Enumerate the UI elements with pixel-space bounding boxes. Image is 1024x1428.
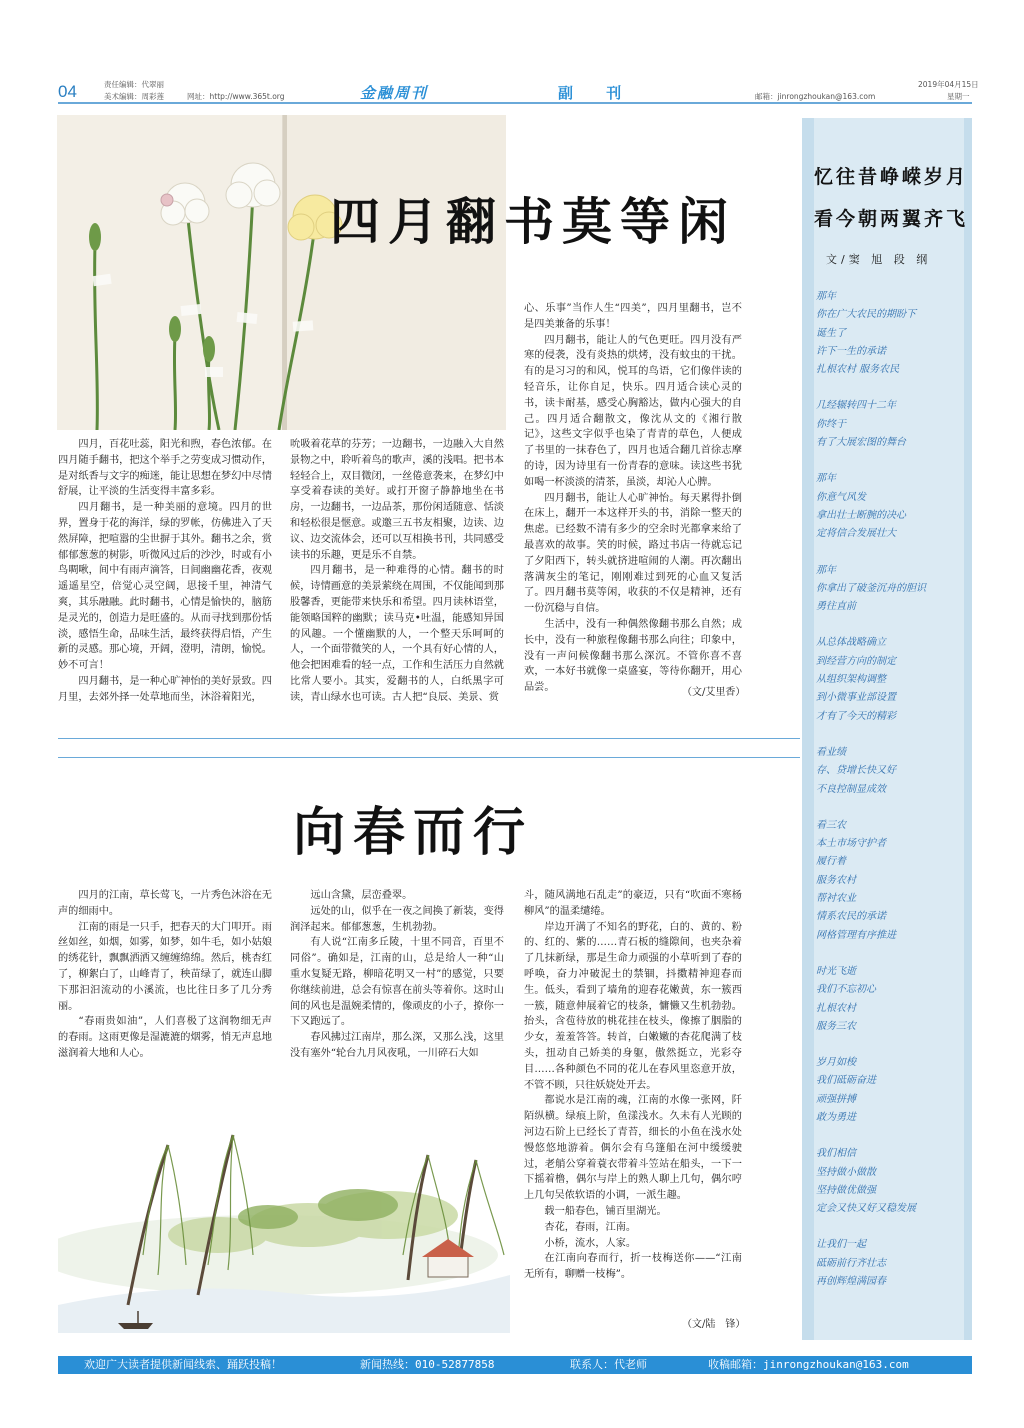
article2-column-2: [290, 888, 504, 1062]
poem-stanza: [816, 963, 966, 1036]
section-divider-bottom: [58, 757, 800, 758]
poem-line: 服务三农: [816, 1020, 856, 1032]
poem-stanza: [816, 397, 966, 452]
poem-line: 服务农村: [816, 874, 856, 886]
poem-line: 本土市场守护者: [816, 838, 886, 850]
poem-line: 到经营方向的制定: [816, 655, 896, 667]
paragraph: 四月翻书，能让人的气色更旺。四月没有严寒的侵袭，没有炎热的烘烤，没有蚊虫的干扰。有的是习习的和风，悦耳的鸟语，它们像伴读的轻音乐，让你自足，快乐。四月适合读心灵的书，读卡耐基，感受心胸豁达，做内心强大的自己。四月适合翻散文，像沈从文的《湘行散记》，这些文字似乎也染了青青的草色，人便成了书里的一抹春色了，四月也适合翻几首徐志摩的诗，因为诗里有一份青春的意味。读这些书犹如喝一杯淡淡的清茶，虽淡，却沁人心脾。: [524, 334, 742, 488]
poem-line: 岁月如梭: [816, 1057, 856, 1069]
header-date: 2019年04月15日: [918, 80, 979, 89]
poem-line: 帮衬农业: [816, 893, 856, 905]
article2-byline: （文/陆 锋）: [682, 1319, 746, 1330]
poem-line: 时光飞逝: [816, 965, 856, 977]
paragraph: 江南的雨是一只手，把春天的大门叩开。雨丝如丝，如烟，如雾，如梦，如牛毛，如小姑娘的绣花针，飘飘洒洒又缠缠绵绵。然后，桃杏红了，柳絮白了，山峰青了，秧苗绿了，就连山脚下那汩汩流动的小溪流，也比往日多了几分秀丽。: [58, 921, 272, 1012]
poem-body: [816, 288, 966, 1309]
poem-stanza: [816, 744, 966, 799]
paragraph: 岸边开满了不知名的野花，白的、黄的、粉的、红的、紫的……青石板的缝隙间，也夹杂着了几抹新绿，那是生命力顽强的小草听到了春的呼唤，奋力冲破泥土的禁锢，抖擞精神迎春而生。低头，看到了墙角的迎春花嫩黄，东一簇西一簇，随意伸展着它的枝条，慵懒又生机勃勃。抬头，含苞待放的桃花挂在枝头，像擦了胭脂的少女，羞羞答答。转首，白嫩嫩的杏花爬满了枝头，扭动自己娇美的身躯，傲然挺立，光彩夺目……各种颜色不同的花儿在春风里恣意开放，不管不顾，只往妖娆处开去。: [524, 921, 742, 1091]
poem-line: 勇往直前: [816, 601, 856, 613]
poem-line: 许下一生的承诺: [816, 345, 886, 357]
poem-line: 那年: [816, 564, 836, 576]
paragraph: 有人说“江南多丘陵，十里不同音，百里不同俗”。确如是，江南的山，总是给人一种“山重水复疑无路，柳暗花明又一村”的感觉，只要你继续前进，总会有惊喜在前头等着你。这时山间的风也是温婉柔情的，像顽皮的小子，撩你一下又跑远了。: [290, 937, 504, 1028]
poem-line: 我们相信: [816, 1148, 856, 1160]
poem-line: 才有了今天的精彩: [816, 710, 896, 722]
footer-hotline: 新闻热线：010-52877858: [360, 1358, 495, 1371]
article1-column-3: [524, 301, 742, 696]
article1-column-2: [290, 437, 504, 706]
poem-line: 我们砥砺奋进: [816, 1075, 876, 1087]
poem-line: 诞生了: [816, 327, 846, 339]
poem-line: 顽强拼搏: [816, 1093, 856, 1105]
paragraph: “春雨贵如油”，人们喜极了这润物细无声的春雨。这雨更像是湿漉漉的烟雾，悄无声息地滋润着大地和人心。: [58, 1016, 272, 1059]
poem-line: 几经辗转四十二年: [816, 400, 896, 412]
poem-line: 再创辉煌满园春: [816, 1276, 886, 1288]
paragraph: 远山含黛，层峦叠翠。: [310, 890, 413, 901]
paragraph: 载一船春色，铺百里湖光。: [544, 1205, 667, 1217]
website: 网址：http://www.365t.org: [187, 92, 285, 101]
poem-line: 到小微事业部设置: [816, 692, 896, 704]
poem-line: 网格管理有序推进: [816, 929, 896, 941]
poem-line: 砥砺前行齐壮志: [816, 1257, 886, 1269]
poem-line: 不良控制显成效: [816, 783, 886, 795]
poem-line: 从总体战略确立: [816, 637, 886, 649]
poem-line: 让我们一起: [816, 1239, 866, 1251]
poem-line: 履行着: [816, 856, 846, 868]
poem-line: 你意气风发: [816, 491, 866, 503]
article2-column-3: [524, 888, 742, 1283]
article2-title: 向春而行: [293, 803, 534, 863]
poem-line: 有了大展宏图的舞台: [816, 437, 906, 449]
poem-line: 定会又快又好又稳发展: [816, 1203, 916, 1215]
paragraph: 四月翻书，是一种心旷神怡的美好景致。四月里，去郊外择一处草地而坐，沐浴着阳光，: [58, 675, 272, 703]
section-divider-top: [58, 738, 800, 739]
poem-stanza: [816, 288, 966, 379]
poem-line: 看三农: [816, 819, 846, 831]
paragraph: 心、乐事”当作人生“四美”，四月里翻书，岂不是四美兼备的乐事！: [524, 303, 742, 330]
paragraph: 都说水是江南的魂，江南的水像一张网，阡陌纵横。绿痕上阶，鱼漾浅水。久未有人光顾的河边石阶上已经长了青苔，细长的小鱼在浅水处慢悠悠地游着。偶尔会有乌篷船在河中缓缓驶过，老艄公穿着蓑衣带着斗笠站在船头，一下一下摇着橹，偶尔与岸上的熟人聊上几句，偶尔哼上几句吴侬软语的小调，一派生趣。: [524, 1095, 742, 1202]
poem-line: 敢为勇进: [816, 1111, 856, 1123]
poem-stanza: [816, 562, 966, 617]
header-weekday: 星期一: [947, 92, 970, 101]
footer-slogan: 欢迎广大读者提供新闻线索、踊跃投稿！: [84, 1358, 282, 1371]
paragraph: 斗，随风满地石乱走”的豪迈，只有“吹面不寒杨柳风”的温柔缱绻。: [524, 890, 742, 917]
poem-line: 坚持做小做散: [816, 1166, 876, 1178]
paragraph: 在江南向春而行，折一枝梅送你——“江南无所有，聊赠一枝梅”。: [524, 1253, 742, 1281]
poem-title-line2: 看今朝两翼齐飞: [814, 208, 969, 230]
poem-line: 你在广大农民的期盼下: [816, 309, 916, 321]
footer-contact: 联系人：代老师: [570, 1358, 647, 1371]
poem-line: 情系农民的承诺: [816, 911, 886, 923]
poem-line: 扎根农村: [816, 1002, 856, 1014]
poem-stanza: [816, 470, 966, 543]
section-name: 副 刊: [558, 84, 636, 102]
editor-line: 责任编辑：代翠丽: [104, 80, 164, 89]
paragraph: 远处的山，似乎在一夜之间换了新装，变得润泽起来。郁郁葱葱，生机勃勃。: [290, 905, 504, 933]
paragraph: 小桥，流水，人家。: [544, 1237, 637, 1249]
poem-line: 你拿出了破釜沉舟的胆识: [816, 582, 926, 594]
poem-line: 坚持做优做强: [816, 1184, 876, 1196]
paragraph: 四月翻书，是一种美丽的意境。四月的世界，置身于花的海洋，绿的罗帐，仿佛进入了天然屏障，把喧嚣的尘世摒于其外。翻书之余，赏郁郁葱葱的树影，听微风过后的沙沙，时或有小鸟啁啾，间中有雨声滴答，日间幽幽花香，夜观遥遥星空，倍觉心灵空阔，思接千里，神清气爽，其乐融融。此时翻书，心情是愉快的，脑筋是灵光的，创造力是旺盛的。从而寻找到那份恬淡，感悟生命，品味生活，最终获得启悟，产生新的灵感。那心境，开阔，澄明，清朗，愉悦。妙不可言！: [58, 502, 272, 672]
paragraph: 杏花，春雨，江南。: [544, 1221, 637, 1233]
poem-stanza: [816, 1236, 966, 1291]
poem-line: 看业绩: [816, 746, 846, 758]
poem-stanza: [816, 1054, 966, 1127]
poem-line: 扎根农村 服务农民: [816, 364, 900, 376]
paragraph: 四月，百花吐蕊，阳光和煦，春色浓郁。在四月随手翻书，把这个举手之劳变成习惯动作，是对纸香与文字的痴迷，能让思想在梦幻中尽情舒展，让平淡的生活变得丰富多彩。: [58, 439, 272, 498]
poem-line: 拿出壮士断腕的决心: [816, 509, 906, 521]
paragraph: 四月翻书，能让人心旷神怡。每天累得扑倒在床上，翻开一本这样开头的书，消除一整天的焦虑。已经数不清有多少的空余时光都拿来给了最喜欢的故事。笑的时候，路过书店一待就忘记了夕阳西下，转头就挤进喧闹的人潮。再次翻出落满灰尘的笔记，刚刚难过到死的心血又复活了。四月翻书莫等闲，收获的不仅是精神，还有一份沉稳与自信。: [524, 492, 742, 615]
article1-byline: （文/艾里香）: [682, 687, 746, 698]
poem-line: 从组织架构调整: [816, 674, 886, 686]
page-number: 04: [58, 82, 77, 101]
paper-name: 金融周刊: [360, 84, 429, 102]
poem-line: 我们不忘初心: [816, 984, 876, 996]
article1-title: 四月翻书莫等闲: [330, 193, 736, 251]
poem-stanza: [816, 817, 966, 945]
footer-bar: [58, 1356, 972, 1374]
poem-line: 那年: [816, 473, 836, 485]
carnation-flowers-graphic: [57, 115, 506, 430]
article1-column-1: [58, 437, 272, 706]
paragraph: 春风拂过江南岸，那么深，又那么浅，这里没有塞外“轮台九月风夜吼，一川碎石大如: [290, 1032, 504, 1059]
poem-title-line1: 忆往昔峥嵘岁月: [814, 166, 969, 188]
paragraph: 生活中，没有一种偶然像翻书那么自然；成长中，没有一种旅程像翻书那么向往；印象中，没有一声问候像翻书那么深沉。不管你喜不喜欢，一本好书就像一桌盛宴，等待你翻开，用心品尝。: [524, 618, 742, 694]
paragraph: 四月翻书，是一种难得的心情。翻书的时候，诗情画意的美景萦绕在周围，不仅能闻到那股馨香，更能带来快乐和希望。四月读林语堂，能领略国粹的幽默；读马克•吐温，能感知异国的风趣。一个懂幽默的人，一个整天乐呵呵的人，一个面带微笑的人，一个具有好心情的人，他会把困难看的轻一点，工作和生活压力自然就比常人要小。其实，爱翻书的人，白纸黑字可读，青山绿水也可读。古人把“良辰、美景、赏: [290, 565, 504, 703]
paragraph: 吮吸着花草的芬芳；一边翻书，一边融入大自然景物之中，聆听着鸟的歌声，溪的浅唱。把书本轻轻合上，双目微闭，一丝倦意袭来，在梦幻中享受着春读的美好。或打开窗子静静地坐在书房，一边翻书，一边品茶，那份闲适随意、恬淡和轻松很是惬意。或邀三五书友相聚，边读、边议、边交流体会，还可以互相换书刊，共同感受读书的乐趣，更是乐不自禁。: [290, 439, 504, 561]
article2-column-1: [58, 888, 272, 1062]
book-flowers-photo: [57, 115, 506, 430]
poem-line: 你终于: [816, 418, 846, 430]
poem-line: 那年: [816, 291, 836, 302]
footer-email: 收稿邮箱：jinrongzhoukan@163.com: [708, 1358, 909, 1371]
poem-line: 存、贷增长快又好: [816, 765, 896, 777]
poem-author: 文/窦 旭 段 纲: [826, 253, 932, 266]
poem-stanza: [816, 634, 966, 725]
poem-line: 定将信合发展壮大: [816, 528, 896, 540]
paragraph: 四月的江南，草长莺飞，一片秀色沐浴在无声的细雨中。: [58, 890, 272, 917]
header-email: 邮箱：jinrongzhoukan@163.com: [755, 92, 876, 101]
header-rule: [58, 102, 972, 104]
poem-stanza: [816, 1145, 966, 1218]
art-editor-line: 美术编辑：周彩莲: [104, 92, 164, 101]
jiangnan-landscape-painting: [58, 1105, 510, 1333]
